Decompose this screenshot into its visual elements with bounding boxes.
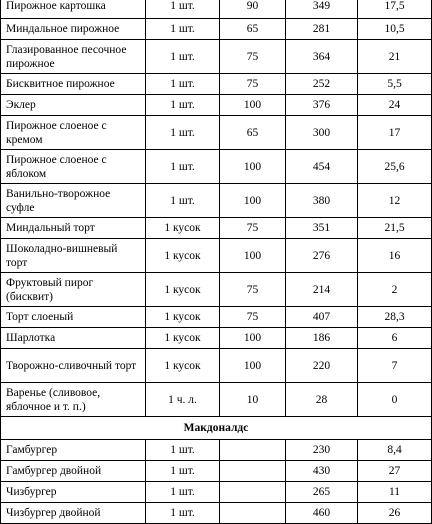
- cell-unit: 1 шт.: [146, 150, 220, 184]
- cell-unit: 1 шт.: [146, 184, 220, 218]
- table-row: [1, 349, 432, 383]
- cell-weight: 65: [220, 19, 286, 40]
- cell-weight: 100: [220, 95, 286, 116]
- cell-extra: 21: [358, 40, 432, 74]
- table-row: [1, 503, 432, 524]
- table-row: [1, 440, 432, 461]
- cell-name: Чизбургер: [1, 482, 146, 503]
- cell-extra: 2: [358, 273, 432, 307]
- cell-kcal: 220: [286, 349, 358, 383]
- cell-extra: 27: [358, 461, 432, 482]
- cell-unit: 1 шт.: [146, 482, 220, 503]
- cell-unit: 1 шт.: [146, 0, 220, 19]
- cell-kcal: 376: [286, 95, 358, 116]
- cell-weight: [220, 503, 286, 524]
- cell-unit: 1 шт.: [146, 95, 220, 116]
- cell-extra: 17,5: [358, 0, 432, 19]
- table-row: [1, 328, 432, 349]
- cell-unit: 1 кусок: [146, 307, 220, 328]
- cell-kcal: 364: [286, 40, 358, 74]
- cell-weight: 75: [220, 218, 286, 239]
- cell-kcal: 407: [286, 307, 358, 328]
- cell-name: Ванильно-творожное суфле: [1, 184, 146, 218]
- table-row: [1, 307, 432, 328]
- cell-extra: 11: [358, 482, 432, 503]
- cell-weight: 100: [220, 328, 286, 349]
- cell-extra: 10,5: [358, 19, 432, 40]
- cell-name: Гамбургер: [1, 440, 146, 461]
- cell-weight: 90: [220, 0, 286, 19]
- cell-name: Пирожное картошка: [1, 0, 146, 19]
- table-row: [1, 184, 432, 218]
- table-row: [1, 116, 432, 150]
- cell-weight: 100: [220, 184, 286, 218]
- cell-name: Фруктовый пирог (бисквит): [1, 273, 146, 307]
- cell-weight: 75: [220, 40, 286, 74]
- cell-extra: 17: [358, 116, 432, 150]
- cell-unit: 1 кусок: [146, 349, 220, 383]
- cell-name: Пирожное слоеное с кремом: [1, 116, 146, 150]
- cell-name: Варенье (сливовое, яблочное и т. п.): [1, 383, 146, 417]
- cell-name: Шарлотка: [1, 328, 146, 349]
- cell-weight: [220, 461, 286, 482]
- cell-extra: 24: [358, 95, 432, 116]
- cell-weight: 10: [220, 383, 286, 417]
- cell-name: Творожно-сливочный торт: [1, 349, 146, 383]
- cell-kcal: 281: [286, 19, 358, 40]
- table-row: [1, 40, 432, 74]
- cell-unit: 1 шт.: [146, 440, 220, 461]
- cell-name: Пирожное слоеное с яблоком: [1, 150, 146, 184]
- cell-extra: 26: [358, 503, 432, 524]
- cell-kcal: 28: [286, 383, 358, 417]
- cell-unit: 1 шт.: [146, 461, 220, 482]
- cell-extra: 0: [358, 383, 432, 417]
- cell-weight: 75: [220, 273, 286, 307]
- cell-extra: 8,4: [358, 440, 432, 461]
- table-row: [1, 239, 432, 273]
- cell-weight: 100: [220, 349, 286, 383]
- table-row: [1, 0, 432, 19]
- cell-unit: 1 шт.: [146, 116, 220, 150]
- cell-weight: [220, 440, 286, 461]
- cell-extra: 25,6: [358, 150, 432, 184]
- cell-kcal: 230: [286, 440, 358, 461]
- cell-kcal: 300: [286, 116, 358, 150]
- cell-unit: 1 кусок: [146, 273, 220, 307]
- table-row: [1, 218, 432, 239]
- cell-extra: 21,5: [358, 218, 432, 239]
- cell-name: Торт слоеный: [1, 307, 146, 328]
- cell-extra: 7: [358, 349, 432, 383]
- table-row: [1, 19, 432, 40]
- cell-kcal: 351: [286, 218, 358, 239]
- cell-weight: 75: [220, 74, 286, 95]
- cell-kcal: 380: [286, 184, 358, 218]
- cell-name: Гамбургер двойной: [1, 461, 146, 482]
- cell-unit: 1 кусок: [146, 239, 220, 273]
- cell-name: Глазированное песочное пирожное: [1, 40, 146, 74]
- cell-kcal: 460: [286, 503, 358, 524]
- cell-unit: 1 кусок: [146, 218, 220, 239]
- section-header-row: [1, 417, 432, 440]
- section-title: Макдоналдс: [1, 417, 432, 440]
- cell-name: Миндальный торт: [1, 218, 146, 239]
- table-row: [1, 383, 432, 417]
- cell-kcal: 252: [286, 74, 358, 95]
- table-row: [1, 150, 432, 184]
- cell-name: Эклер: [1, 95, 146, 116]
- cell-extra: 12: [358, 184, 432, 218]
- cell-extra: 16: [358, 239, 432, 273]
- table-row: [1, 74, 432, 95]
- cell-kcal: 186: [286, 328, 358, 349]
- cell-weight: [220, 482, 286, 503]
- cell-weight: 100: [220, 150, 286, 184]
- cell-weight: 100: [220, 239, 286, 273]
- cell-unit: 1 ч. л.: [146, 383, 220, 417]
- cell-weight: 65: [220, 116, 286, 150]
- cell-extra: 28,3: [358, 307, 432, 328]
- table-row: [1, 461, 432, 482]
- cell-extra: 6: [358, 328, 432, 349]
- cell-name: Миндальное пирожное: [1, 19, 146, 40]
- cell-weight: 75: [220, 307, 286, 328]
- cell-unit: 1 шт.: [146, 40, 220, 74]
- cell-kcal: 430: [286, 461, 358, 482]
- table-row: [1, 482, 432, 503]
- cell-unit: 1 шт.: [146, 74, 220, 95]
- table-row: [1, 273, 432, 307]
- cell-unit: 1 шт.: [146, 19, 220, 40]
- cell-name: Бисквитное пирожное: [1, 74, 146, 95]
- table-row: [1, 95, 432, 116]
- cell-kcal: 265: [286, 482, 358, 503]
- cell-name: Шоколадно-вишневый торт: [1, 239, 146, 273]
- cell-kcal: 276: [286, 239, 358, 273]
- cell-kcal: 349: [286, 0, 358, 19]
- cell-unit: 1 шт.: [146, 503, 220, 524]
- cell-kcal: 454: [286, 150, 358, 184]
- cell-kcal: 214: [286, 273, 358, 307]
- cell-name: Чизбургер двойной: [1, 503, 146, 524]
- cell-extra: 5,5: [358, 74, 432, 95]
- cell-unit: 1 кусок: [146, 328, 220, 349]
